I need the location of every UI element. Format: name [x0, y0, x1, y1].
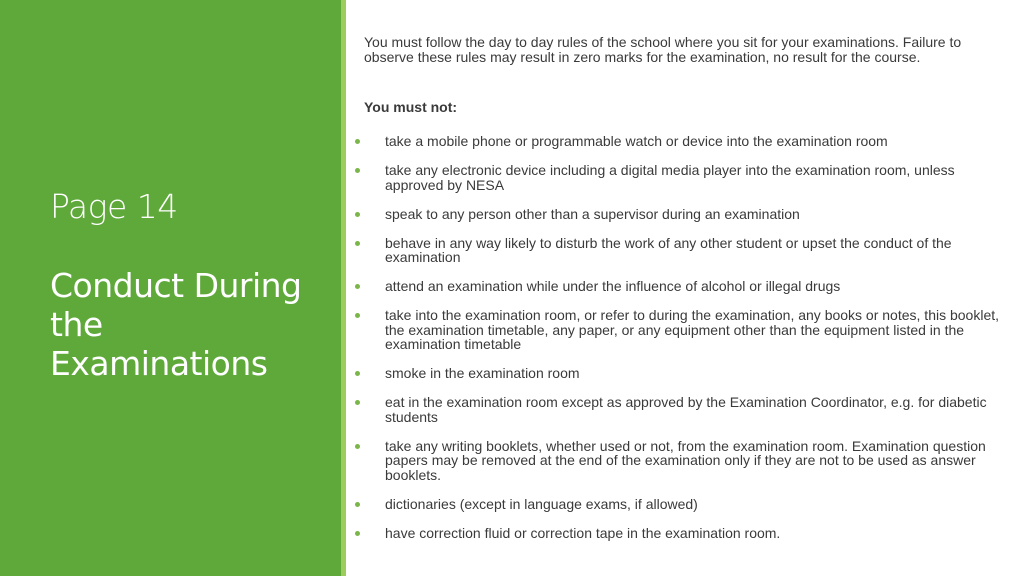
slide-title: [50, 266, 330, 383]
bullet-icon: [355, 139, 360, 144]
rule-item: [355, 236, 1005, 265]
bullet-icon: [355, 371, 360, 376]
rule-item: [355, 163, 1005, 192]
bullet-icon: [355, 313, 360, 318]
accent-divider: [341, 0, 346, 576]
rule-text: speak to any person other than a supervisor during an examination: [385, 205, 800, 222]
rule-item: [355, 207, 1005, 222]
bullet-icon: [355, 212, 360, 217]
rule-text: take any writing booklets, whether used or not, from the examination room. Examination question papers may be removed at the end of the examination only if they are not to be used as answer booklets.: [385, 437, 986, 483]
rule-item: [355, 134, 1005, 149]
rule-item: [355, 439, 1005, 483]
rule-text: have correction fluid or correction tape in the examination room.: [385, 524, 781, 541]
rule-text: take any electronic device including a digital media player into the examination room, unless approved by NESA: [385, 162, 955, 193]
bullet-icon: [355, 168, 360, 173]
bullet-icon: [355, 241, 360, 246]
rules-heading: You must not:: [364, 99, 458, 115]
bullet-icon: [355, 502, 360, 507]
rule-item: [355, 497, 1005, 512]
rule-item: [355, 279, 1005, 294]
title-panel: [0, 0, 341, 576]
rule-item: [355, 395, 1005, 424]
rule-item: [355, 526, 1005, 541]
rule-text: smoke in the examination room: [385, 365, 580, 381]
rules-list: [355, 134, 1005, 555]
slide-title-line: the: [50, 305, 103, 344]
bullet-icon: [355, 284, 360, 289]
rule-text: attend an examination while under the influence of alcohol or illegal drugs: [385, 278, 841, 294]
bullet-icon: [355, 444, 360, 449]
rule-text: dictionaries (except in language exams, if allowed): [385, 495, 698, 512]
rule-text: behave in any way likely to disturb the work of any other student or upset the conduct of the examination: [385, 234, 952, 265]
page-label: Page 14: [50, 187, 178, 226]
slide-title-line: Conduct During: [50, 266, 302, 305]
rule-text: take into the examination room, or refer to during the examination, any books or notes, this booklet, the examination timetable, any paper, or any equipment other than the equipment listed in the examination timetable: [385, 307, 1000, 352]
rule-text: eat in the examination room except as approved by the Examination Coordinator, e.g. for diabetic students: [385, 394, 987, 425]
bullet-icon: [355, 400, 360, 405]
intro-paragraph: You must follow the day to day rules of the school where you sit for your examinations. Failure to observe these rules may result in zero marks for the examination, no result for the course.: [364, 34, 962, 65]
rule-item: [355, 308, 1005, 352]
rule-item: [355, 366, 1005, 381]
rule-text: take a mobile phone or programmable watch or device into the examination room: [385, 133, 888, 149]
slide-title-line: Examinations: [50, 344, 268, 383]
bullet-icon: [355, 531, 360, 536]
